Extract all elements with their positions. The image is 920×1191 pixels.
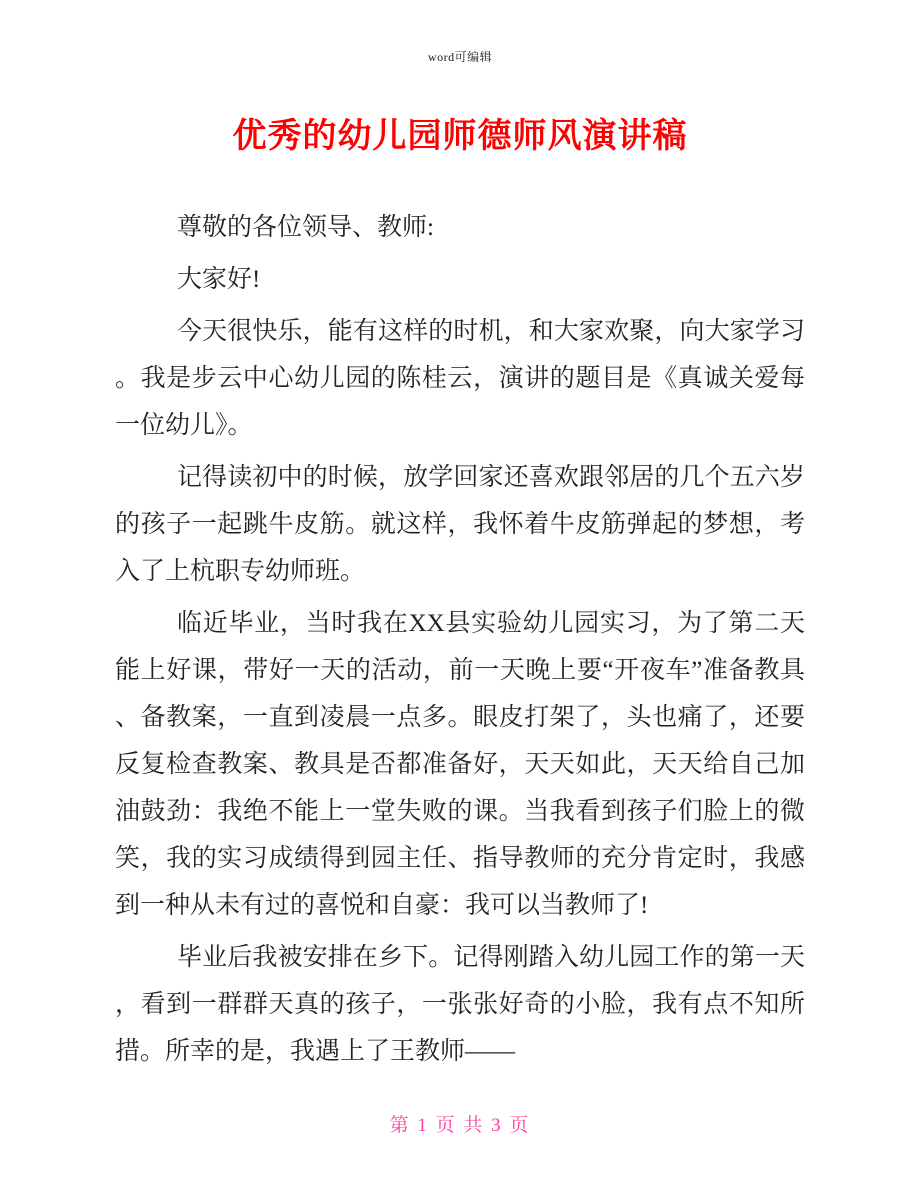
paragraph-salutation: 尊敬的各位领导、教师: (177, 214, 434, 241)
page-number-indicator: 第 1 页 共 3 页 (389, 1115, 531, 1136)
header-watermark: word可编辑 (427, 50, 493, 64)
body-paragraph: 临近毕业，当时我在XX县实验幼儿园实习，为了第二天能上好课，带好一天的活动，前一天晚上要“开夜车”准备教具、备教案，一直到凌晨一点多。眼皮打架了，头也痛了，还要反复检查教案、教具是否都准备好，天天如此，天天给自己加油鼓劲：我绝不能上一堂失败的课。当我看到孩子们脸上的微笑，我的实习成绩得到园主任、指导教师的充分肯定时，我感到一种从未有过的喜悦和自豪：我可以当教师了! (115, 610, 805, 919)
body-paragraph: 今天很快乐，能有这样的时机，和大家欢聚，向大家学习。我是步云中心幼儿园的陈桂云，演讲的题目是《真诚关爱每一位幼儿》。 (115, 318, 805, 439)
document-body (115, 204, 805, 1080)
page-footer (0, 1110, 920, 1137)
document-title: 优秀的幼儿园师德师风演讲稿 (232, 117, 688, 155)
body-paragraph: 毕业后我被安排在乡下。记得刚踏入幼儿园工作的第一天，看到一群群天真的孩子，一张张好奇的小脸，我有点不知所措。所幸的是，我遇上了王教师—— (115, 944, 805, 1065)
paragraph-greeting: 大家好! (177, 266, 261, 293)
body-paragraph: 记得读初中的时候，放学回家还喜欢跟邻居的几个五六岁的孩子一起跳牛皮筋。就这样，我怀着牛皮筋弹起的梦想，考入了上杭职专幼师班。 (115, 464, 805, 585)
